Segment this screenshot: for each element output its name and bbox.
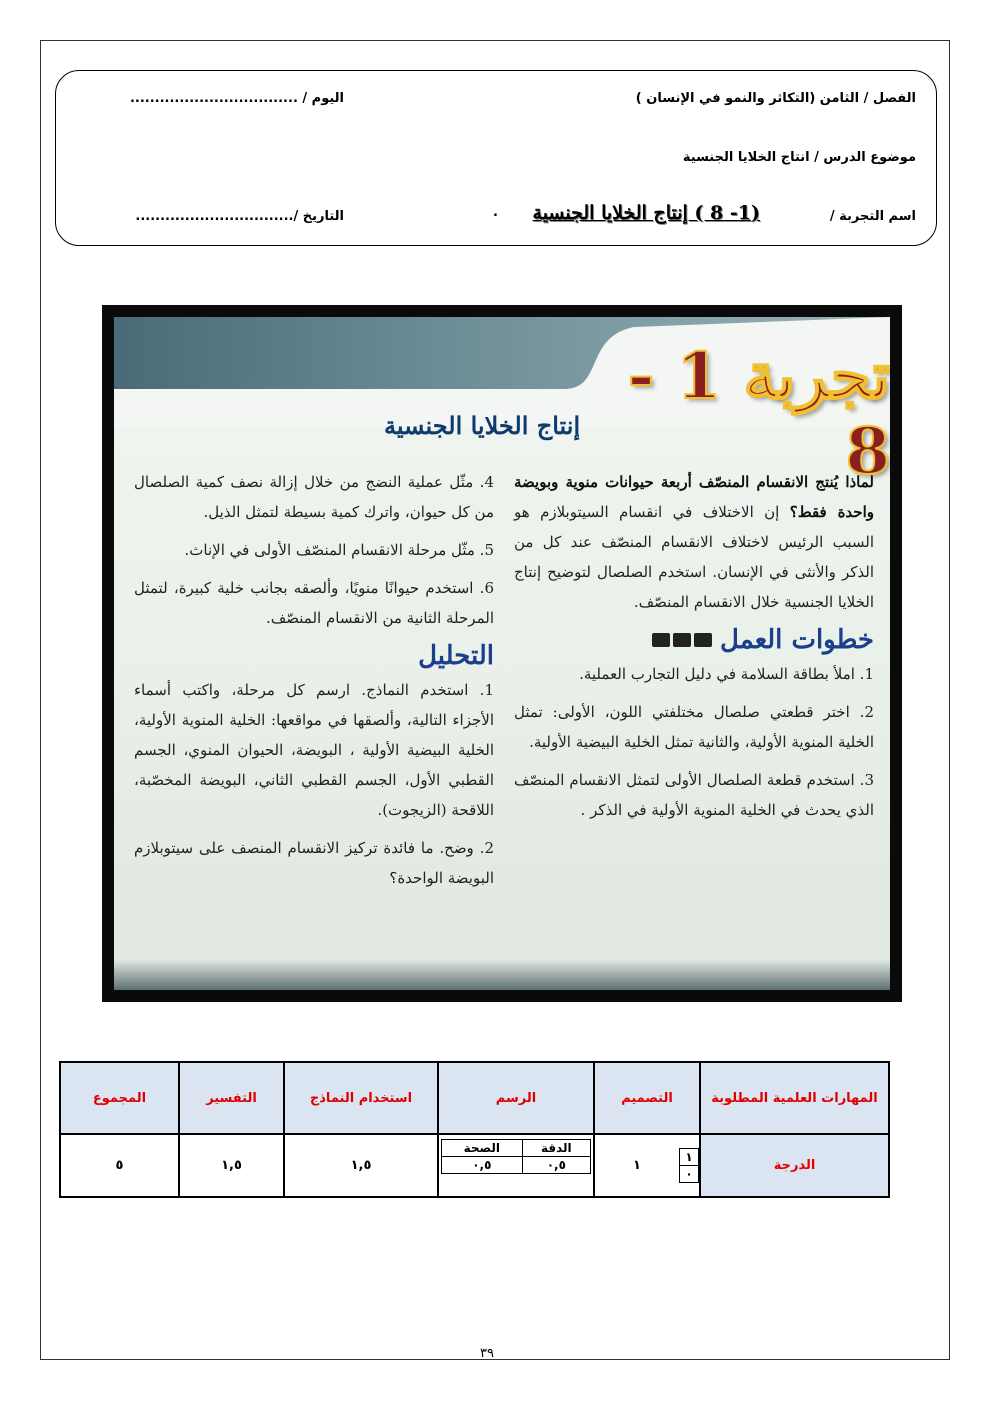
design-grade-cell — [594, 1134, 700, 1197]
design-grade: ١ — [633, 1158, 641, 1173]
design-subtable — [679, 1148, 699, 1183]
intro-question: لماذا يُنتج الانقسام المنصّف أربعة حيوانات منوية وبويضة واحدة فقط؟ — [514, 473, 874, 521]
chapter-label: الفصل / الثامن (التكاثر والنمو في الإنسان ) — [635, 91, 916, 106]
design-sub-top: ١ — [680, 1149, 699, 1166]
experiment-dot: . — [493, 205, 498, 220]
drawing-subtable — [441, 1139, 591, 1174]
total-header: المجموع — [60, 1062, 179, 1134]
design-sub-bottom: ٠ — [680, 1166, 699, 1183]
step-item: 6. استخدم حيوانًا منويًا، وألصقه بجانب خلية كبيرة، لتمثل المرحلة الثانية من الانقسام المنصّف. — [134, 579, 494, 627]
analysis-item: 2. وضح. ما فائدة تركيز الانقسام المنصف على سيتوبلازم البويضة الواحدة؟ — [134, 839, 494, 887]
steps-heading-text: خطوات العمل — [720, 625, 874, 655]
experiment-subtitle: إنتاج الخلايا الجنسية — [384, 411, 581, 440]
step-item: 3. استخدم قطعة الصلصال الأولى لتمثل الانقسام المنصّف الذي يحدث في الخلية المنوية الأولية في الذكر . — [514, 771, 874, 819]
step-item: 1. املأ بطاقة السلامة في دليل التجارب العملية. — [579, 665, 874, 683]
drawing-grade-cell — [438, 1134, 594, 1197]
textbook-footer-band — [114, 960, 890, 990]
models-header: استخدام النماذج — [284, 1062, 438, 1134]
drawing-header: الرسم — [438, 1062, 594, 1134]
safety-icon — [694, 633, 712, 647]
accuracy-label: الدقة — [522, 1140, 590, 1157]
textbook-image — [102, 305, 902, 1002]
steps-heading — [514, 625, 874, 655]
step-item: 2. اختر قطعتي صلصال مختلفتي اللون، الأولى: تمثل الخلية المنوية الأولية، والثانية تمثل الخلية البيضية الأولية. — [514, 703, 874, 751]
day-label: اليوم / .................................. — [129, 91, 344, 106]
header-box — [55, 70, 937, 246]
intro-paragraph — [514, 467, 874, 617]
accuracy-value: ٠,٥ — [522, 1157, 590, 1174]
analysis-item: 1. استخدم النماذج. ارسم كل مرحلة، واكتب أسماء الأجزاء التالية، وألصقها في مواقعها: الخلية المنوية الأولية، الخلية البيضية الأولية ، البويضة، الحيوان المنوي، الجسم القطبي الأول، الجسم القطبي الثاني، البويضة المخصّبة، اللاقحة (الزيجوت). — [134, 681, 494, 819]
design-header: التصميم — [594, 1062, 700, 1134]
experiment-title: تجربة 1 - 8 — [627, 339, 890, 489]
safety-icon — [652, 633, 670, 647]
step-item: 5. مثّل مرحلة الانقسام المنصّف الأولى في الإناث. — [184, 541, 494, 559]
safety-icons — [652, 633, 712, 647]
grades-header-row — [60, 1062, 889, 1134]
step-item: 4. مثّل عملية النضج من خلال إزالة نصف كمية الصلصال من كل حيوان، واترك كمية بسيطة لتمثل الذيل. — [134, 473, 494, 521]
safety-icon — [673, 633, 691, 647]
page-number: ٣٩ — [480, 1346, 494, 1361]
left-column — [134, 467, 494, 901]
analysis-heading: التحليل — [418, 641, 494, 671]
skills-header: المهارات العلمية المطلوبة — [700, 1062, 889, 1134]
experiment-label: اسم التجربة / — [829, 209, 916, 224]
correctness-value: ٠,٥ — [442, 1157, 523, 1174]
grade-row-label: الدرجة — [700, 1134, 889, 1197]
textbook-page — [114, 317, 890, 990]
models-grade: ١,٥ — [284, 1134, 438, 1197]
interpretation-grade: ١,٥ — [179, 1134, 284, 1197]
correctness-label: الصحة — [442, 1140, 523, 1157]
experiment-name: (1- 8 ) إنتاج الخلايا الجنسية — [532, 202, 760, 224]
interpretation-header: التفسير — [179, 1062, 284, 1134]
grades-table — [59, 1061, 890, 1198]
lesson-label: موضوع الدرس / انتاج الخلايا الجنسية — [682, 150, 916, 165]
grades-value-row — [60, 1134, 889, 1197]
date-label: التاريخ /................................ — [135, 209, 344, 224]
total-grade: ٥ — [60, 1134, 179, 1197]
intro-text: إن الاختلاف في انقسام السيتوبلازم هو السبب الرئيس لاختلاف الانقسام المنصّف عند كل من الذكر والأنثى في الإنسان. استخدم الصلصال لتوضيح إنتاج الخلايا الجنسية خلال الانقسام المنصّف. — [514, 503, 874, 611]
right-column — [514, 467, 874, 833]
